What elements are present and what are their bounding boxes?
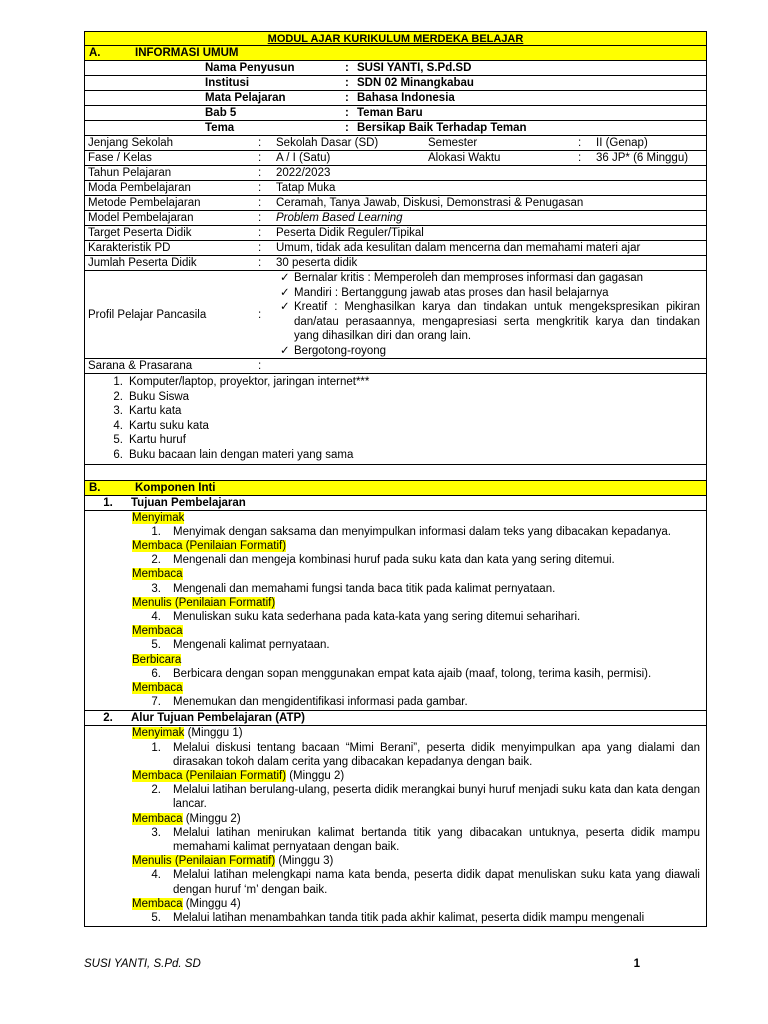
atp-body bbox=[84, 726, 707, 927]
jenjang-row: Jenjang Sekolah : Sekolah Dasar (SD) Semester : II (Genap) bbox=[84, 136, 707, 151]
detail-value: Tatap Muka bbox=[276, 182, 336, 194]
atp-title: Alur Tujuan Pembelajaran (ATP) bbox=[131, 712, 306, 725]
info-label: Institusi bbox=[205, 77, 250, 89]
detail-row: Karakteristik PD : Umum, tidak ada kesulitan dalam mencerna dan memahami materi ajar bbox=[84, 241, 707, 256]
detail-row: Tahun Pelajaran : 2022/2023 bbox=[84, 166, 707, 181]
info-label: Bab 5 bbox=[205, 107, 237, 119]
jenjang-value: Sekolah Dasar (SD) bbox=[276, 137, 379, 149]
detail-row: Moda Pembelajaran : Tatap Muka bbox=[84, 181, 707, 196]
info-label: Tema bbox=[205, 122, 235, 134]
section-title: INFORMASI UMUM bbox=[135, 47, 239, 59]
list-item: 4. Menuliskan suku kata sederhana pada kata-kata yang sering ditemui seharihari. bbox=[151, 610, 581, 623]
info-value: Bersikap Baik Terhadap Teman bbox=[357, 122, 527, 134]
detail-label: Model Pembelajaran bbox=[88, 212, 194, 224]
detail-value: Umum, tidak ada kesulitan dalam mencerna dan memahami materi ajar bbox=[276, 242, 641, 254]
check-icon: ✓ bbox=[280, 286, 290, 299]
detail-label: Target Peserta Didik bbox=[88, 227, 192, 239]
check-icon: ✓ bbox=[280, 301, 290, 313]
info-label: Nama Penyusun bbox=[205, 62, 295, 74]
info-row: Nama Penyusun : SUSI YANTI, S.Pd.SD bbox=[84, 61, 707, 76]
info-value: SUSI YANTI, S.Pd.SD bbox=[357, 62, 472, 74]
category-label: Membaca (Penilaian Formatif) bbox=[132, 539, 287, 552]
profil-label: Profil Pelajar Pancasila bbox=[88, 308, 207, 321]
list-item: 3. Mengenali dan memahami fungsi tanda baca titik pada kalimat pernyataan. bbox=[151, 582, 556, 595]
sarana-list bbox=[84, 374, 707, 465]
list-item: 2. Melalui latihan berulang-ulang, peserta didik merangkai bunyi huruf menjadi suku kata dan kata dengan lancar. bbox=[151, 784, 700, 811]
category-label: Menulis (Penilaian Formatif) bbox=[132, 855, 276, 868]
info-row: Mata Pelajaran : Bahasa Indonesia bbox=[84, 91, 707, 106]
category-label: Membaca bbox=[132, 812, 183, 825]
fase-row: Fase / Kelas : A / I (Satu) Alokasi Waktu : 36 JP* (6 Minggu) bbox=[84, 151, 707, 166]
fase-value: A / I (Satu) bbox=[276, 152, 331, 164]
detail-label: Tahun Pelajaran bbox=[88, 167, 172, 179]
list-item: 5. Mengenali kalimat pernyataan. bbox=[151, 639, 330, 652]
detail-label: Moda Pembelajaran bbox=[88, 182, 191, 194]
week-label: (Minggu 1) bbox=[184, 727, 243, 740]
spacer-row bbox=[84, 465, 707, 481]
category-label: Membaca bbox=[132, 897, 183, 910]
sarana-row: Sarana & Prasarana : bbox=[84, 359, 707, 374]
info-value: Teman Baru bbox=[357, 107, 423, 119]
week-label: (Minggu 4) bbox=[182, 897, 241, 910]
week-label: (Minggu 2) bbox=[182, 812, 241, 825]
category-label: Berbicara bbox=[132, 653, 182, 666]
week-label: (Minggu 2) bbox=[286, 770, 345, 783]
section-title: Komponen Inti bbox=[135, 481, 216, 494]
jenjang-label: Jenjang Sekolah bbox=[88, 137, 174, 149]
detail-row: Target Peserta Didik : Peserta Didik Reguler/Tipikal bbox=[84, 226, 707, 241]
category-label: Menyimak bbox=[132, 727, 185, 740]
list-item: ✓ Bergotong-royong bbox=[276, 344, 706, 359]
detail-row: Model Pembelajaran : Problem Based Learning bbox=[84, 211, 707, 226]
semester-value: II (Genap) bbox=[596, 137, 648, 149]
list-item: ✓ Kreatif : Menghasilkan karya dan tindakan untuk mengekspresikan pikiran dan/atau perasaannya, mengapresiasi serta mengkritik karya dan tindakan yang dihasilkan diri dan orang lain. bbox=[276, 300, 706, 344]
alokasi-label: Alokasi Waktu bbox=[428, 152, 501, 164]
category-label: Menulis (Penilaian Formatif) bbox=[132, 596, 276, 609]
info-row: Bab 5 : Teman Baru bbox=[84, 106, 707, 121]
detail-row: Metode Pembelajaran : Ceramah, Tanya Jawab, Diskusi, Demonstrasi & Penugasan bbox=[84, 196, 707, 211]
info-label: Mata Pelajaran bbox=[205, 92, 286, 104]
detail-label: Karakteristik PD bbox=[88, 242, 171, 254]
page-number: 1 bbox=[633, 958, 640, 970]
fase-label: Fase / Kelas bbox=[88, 152, 152, 164]
category-label: Membaca bbox=[132, 568, 183, 581]
check-icon: ✓ bbox=[280, 272, 290, 284]
list-item: 1. Melalui diskusi tentang bacaan “Mimi Berani”, peserta didik menyimpulkan apa yang dialami dan dirasakan tokoh dalam cerita yang dibacakan kepadanya dengan baik. bbox=[151, 741, 700, 768]
atp-header: 2. Alur Tujuan Pembelajaran (ATP) bbox=[84, 711, 707, 726]
category-label: Membaca bbox=[132, 625, 183, 638]
semester-label: Semester bbox=[428, 137, 478, 149]
tujuan-header: 1. Tujuan Pembelajaran bbox=[84, 496, 707, 511]
info-row: Tema : Bersikap Baik Terhadap Teman bbox=[84, 121, 707, 136]
category-label: Menyimak bbox=[132, 511, 185, 524]
footer-author: SUSI YANTI, S.Pd. SD bbox=[84, 958, 201, 970]
detail-row: Jumlah Peserta Didik : 30 peserta didik bbox=[84, 256, 707, 271]
list-item: 1. Menyimak dengan saksama dan menyimpulkan informasi dalam teks yang dibacakan kepadanya. bbox=[151, 525, 671, 538]
alokasi-value: 36 JP* (6 Minggu) bbox=[596, 152, 689, 164]
info-row: Institusi : SDN 02 Minangkabau bbox=[84, 76, 707, 91]
detail-value: Problem Based Learning bbox=[276, 212, 403, 224]
list-item: 3. Melalui latihan menirukan kalimat bertanda titik yang dibacakan untuknya, peserta didik mampu memahami kalimat pernyataan dengan baik. bbox=[151, 826, 700, 854]
detail-value: Peserta Didik Reguler/Tipikal bbox=[276, 227, 424, 239]
profil-list bbox=[276, 271, 706, 358]
detail-value: 30 peserta didik bbox=[276, 257, 358, 269]
list-item: ✓ Bernalar kritis : Memperoleh dan memproses informasi dan gagasan bbox=[276, 271, 706, 286]
tujuan-body bbox=[84, 511, 707, 712]
list-item: 6. Berbicara dengan sopan menggunakan empat kata ajaib (maaf, tolong, terima kasih, permisi). bbox=[151, 667, 652, 680]
list-item: ✓ Mandiri : Bertanggung jawab atas proses dan hasil belajarnya bbox=[276, 286, 706, 301]
info-value: Bahasa Indonesia bbox=[357, 92, 455, 104]
detail-value: Ceramah, Tanya Jawab, Diskusi, Demonstrasi & Penugasan bbox=[276, 197, 584, 209]
list-item: 7. Menemukan dan mengidentifikasi informasi pada gambar. bbox=[151, 696, 468, 709]
section-a-header bbox=[84, 46, 707, 61]
detail-label: Metode Pembelajaran bbox=[88, 197, 201, 209]
detail-label: Jumlah Peserta Didik bbox=[88, 257, 197, 269]
list-item: 6. Buku bacaan lain dengan materi yang sama bbox=[113, 448, 354, 461]
list-item: 4. Melalui latihan melengkapi nama kata benda, peserta didik dapat menuliskan suku kata yang diawali dengan huruf ‘m’ dengan baik. bbox=[151, 869, 700, 896]
page-footer bbox=[84, 958, 640, 970]
list-item: 4. Kartu suku kata bbox=[113, 419, 209, 432]
list-item: 1. Komputer/laptop, proyektor, jaringan internet*** bbox=[113, 376, 370, 388]
list-item: 3. Kartu kata bbox=[113, 405, 182, 418]
list-item: 5. Kartu huruf bbox=[113, 434, 186, 447]
profil-row: Profil Pelajar Pancasila : ✓ Bernalar kritis : Memperoleh dan memproses informasi dan gagasan ✓ Mandiri : Bertanggung jawab atas proses dan hasil belajarnya ✓ Kreatif : Menghasilkan karya dan tindakan untuk mengekspresikan pikiran dan/atau perasaannya, mengapresiasi serta mengkritik karya dan tindakan yang dihasilkan diri dan orang lain. ✓ Bergotong-royong bbox=[84, 271, 707, 359]
check-icon: ✓ bbox=[280, 344, 290, 357]
detail-value: 2022/2023 bbox=[276, 167, 331, 179]
sarana-label: Sarana & Prasarana bbox=[88, 360, 193, 372]
week-label: (Minggu 3) bbox=[275, 855, 334, 868]
section-b-header bbox=[84, 481, 707, 496]
tujuan-title: Tujuan Pembelajaran bbox=[131, 496, 246, 509]
list-item: 5. Melalui latihan menambahkan tanda titik pada akhir kalimat, peserta didik mampu mengenali bbox=[151, 912, 645, 925]
category-label: Membaca bbox=[132, 682, 183, 694]
category-label: Membaca (Penilaian Formatif) bbox=[132, 770, 287, 783]
section-letter: A. bbox=[89, 47, 101, 59]
document-table bbox=[84, 31, 707, 927]
list-item: 2. Buku Siswa bbox=[113, 390, 190, 403]
info-value: SDN 02 Minangkabau bbox=[357, 77, 474, 89]
section-letter: B. bbox=[89, 481, 101, 494]
document-title: MODUL AJAR KURIKULUM MERDEKA BELAJAR bbox=[84, 31, 707, 46]
list-item: 2. Mengenali dan mengeja kombinasi huruf pada suku kata dan kata yang sering ditemui. bbox=[151, 554, 615, 567]
